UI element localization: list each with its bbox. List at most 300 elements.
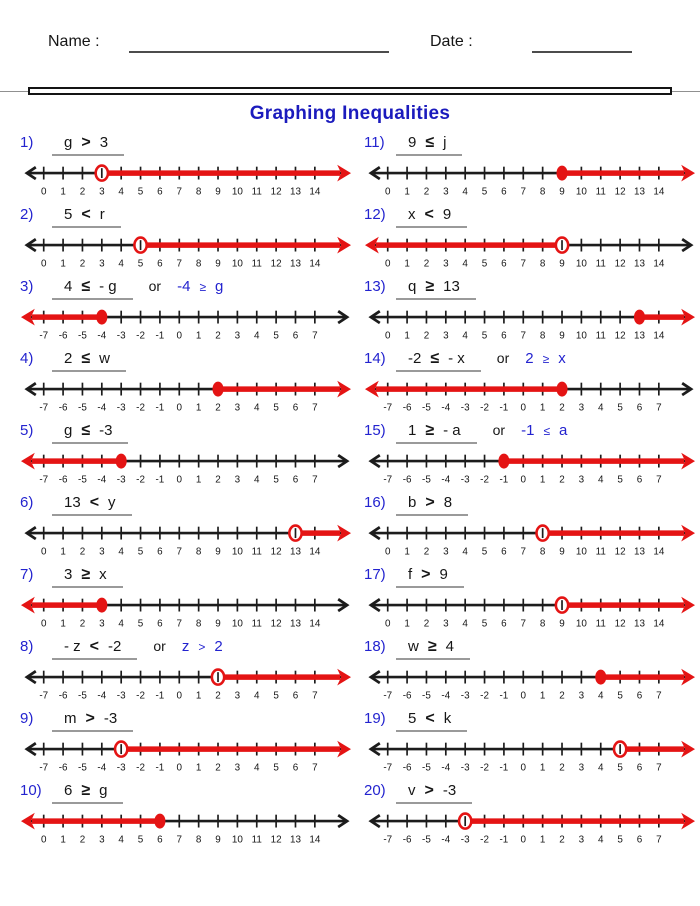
expression-rhs: r (99, 206, 105, 223)
tick-label: 3 (443, 186, 449, 198)
tick-label: 9 (215, 546, 221, 558)
tick-label: -6 (58, 690, 68, 702)
expression-lhs: x (408, 206, 416, 223)
tick-label: 5 (617, 402, 623, 414)
tick-label: -7 (39, 402, 49, 414)
tick-label: 14 (309, 618, 321, 630)
tick-label: 0 (520, 402, 527, 414)
inequality-expression (396, 206, 467, 228)
tick-label: 1 (195, 762, 202, 774)
tick-label: -7 (39, 330, 49, 342)
tick-label: 14 (653, 258, 665, 270)
number-line-graph (364, 374, 696, 420)
tick-label: 2 (423, 258, 430, 270)
tick-label: -7 (383, 762, 393, 774)
tick-label: 3 (443, 546, 449, 558)
expression-lhs: - z (64, 638, 81, 655)
tick-label: 14 (309, 834, 321, 846)
closed-point-marker (96, 598, 107, 613)
tick-label: 11 (251, 618, 262, 630)
number-line-graph (20, 518, 352, 564)
tick-label: 8 (195, 258, 202, 270)
tick-label: 1 (539, 402, 546, 414)
tick-label: 9 (559, 618, 565, 630)
tick-label: -1 (499, 402, 509, 414)
name-blank-line (129, 33, 389, 53)
tick-label: 14 (309, 258, 321, 270)
tick-label: -1 (155, 762, 165, 774)
problem-number: 8) (20, 638, 34, 655)
tick-label: -5 (78, 690, 87, 702)
problem-header (364, 494, 698, 517)
tick-label: -4 (97, 762, 107, 774)
tick-label: 10 (575, 330, 587, 342)
tick-label: 4 (597, 762, 604, 774)
problem (20, 206, 354, 278)
inequality-expression (396, 638, 470, 660)
tick-label: 1 (404, 546, 410, 558)
tick-label: 5 (481, 618, 488, 630)
tick-label: 12 (270, 258, 282, 270)
tick-label: 4 (597, 402, 604, 414)
tick-label: 2 (215, 762, 221, 774)
alt-lhs: -1 (521, 422, 535, 439)
tick-label: 11 (595, 186, 606, 198)
tick-label: 5 (481, 258, 488, 270)
tick-label: 13 (289, 546, 301, 558)
expression-rhs: -3 (99, 422, 113, 439)
tick-label: -3 (460, 690, 470, 702)
expression-lhs: 5 (64, 206, 73, 223)
tick-label: 0 (40, 618, 47, 630)
tick-label: 5 (137, 186, 144, 198)
tick-label: 2 (215, 402, 221, 414)
tick-label: 1 (195, 690, 202, 702)
tick-label: 0 (384, 546, 391, 558)
tick-label: 0 (520, 762, 527, 774)
tick-label: 8 (195, 186, 202, 198)
tick-label: 3 (99, 258, 105, 270)
tick-label: 4 (462, 258, 468, 270)
problem-number: 6) (20, 494, 34, 511)
tick-label: -6 (402, 690, 412, 702)
problem-number: 7) (20, 566, 34, 583)
tick-label: 6 (292, 690, 299, 702)
tick-label: 6 (292, 330, 299, 342)
date-blank-line (532, 33, 632, 53)
problem-header (20, 494, 354, 517)
tick-label: -6 (402, 762, 412, 774)
tick-label: 7 (312, 762, 318, 774)
tick-label: 2 (423, 618, 430, 630)
problem-header (364, 422, 698, 445)
tick-label: -3 (116, 762, 126, 774)
problem-number: 16) (364, 494, 386, 511)
tick-label: 3 (578, 762, 585, 774)
tick-label: 11 (251, 186, 262, 198)
tick-label: 7 (312, 402, 318, 414)
tick-label: -7 (39, 690, 49, 702)
tick-label: 2 (215, 474, 221, 486)
expression-rhs: w (99, 350, 110, 367)
tick-label: -4 (97, 690, 107, 702)
problem-header (20, 566, 354, 589)
tick-label: 5 (137, 258, 144, 270)
tick-label: 6 (157, 258, 163, 270)
tick-label: -7 (383, 402, 393, 414)
problem-number: 15) (364, 422, 386, 439)
tick-label: 11 (251, 834, 262, 846)
tick-label: 8 (539, 330, 546, 342)
tick-label: 13 (633, 618, 645, 630)
tick-label: -5 (78, 474, 87, 486)
number-line-graph (364, 734, 696, 780)
problem-header (20, 350, 354, 373)
problem-number: 13) (364, 278, 386, 295)
expression-lhs: g (64, 134, 73, 151)
problem (20, 350, 354, 422)
tick-label: -3 (116, 402, 126, 414)
problem-header (364, 134, 698, 157)
alternate-expression (525, 350, 565, 367)
inequality-operator: > (425, 494, 435, 511)
tick-label: 7 (176, 186, 183, 198)
problem (364, 350, 698, 422)
inequality-operator: ≤ (81, 422, 91, 439)
or-label: or (148, 278, 162, 294)
tick-label: 0 (176, 690, 183, 702)
problem-number: 17) (364, 566, 386, 583)
tick-label: 12 (614, 546, 626, 558)
tick-label: 1 (60, 834, 66, 846)
alt-operator: ≤ (543, 424, 551, 438)
tick-label: -2 (480, 762, 489, 774)
inequality-operator: ≥ (425, 278, 435, 295)
tick-label: 7 (312, 330, 318, 342)
tick-label: 7 (176, 834, 183, 846)
closed-point-marker (556, 166, 567, 181)
inequality-expression (52, 422, 128, 444)
tick-label: 13 (289, 186, 301, 198)
expression-rhs: y (108, 494, 116, 511)
tick-label: 6 (292, 474, 299, 486)
tick-label: 8 (195, 546, 202, 558)
problem (20, 566, 354, 638)
inequality-operator: > (421, 566, 431, 583)
tick-label: -6 (402, 474, 412, 486)
expression-rhs: -2 (108, 638, 122, 655)
expression-rhs: g (99, 782, 108, 799)
tick-label: 1 (539, 834, 546, 846)
tick-label: 0 (520, 474, 527, 486)
tick-label: 8 (539, 618, 546, 630)
tick-label: -5 (422, 690, 431, 702)
expression-rhs: 4 (445, 638, 454, 655)
tick-label: 6 (501, 186, 507, 198)
tick-label: 3 (234, 330, 241, 342)
inequality-expression (396, 350, 481, 372)
inequality-operator: < (424, 206, 434, 223)
tick-label: 12 (614, 258, 626, 270)
tick-label: 12 (270, 546, 282, 558)
tick-label: 7 (312, 690, 318, 702)
problem-number: 12) (364, 206, 386, 223)
tick-label: -4 (441, 834, 451, 846)
problem-number: 18) (364, 638, 386, 655)
inequality-expression (396, 134, 462, 156)
problem (364, 638, 698, 710)
tick-label: -1 (499, 690, 509, 702)
tick-label: 13 (633, 546, 645, 558)
tick-label: 0 (520, 834, 527, 846)
closed-point-marker (116, 454, 127, 469)
alt-lhs: z (181, 638, 190, 655)
tick-label: 10 (231, 546, 243, 558)
tick-label: -3 (460, 402, 470, 414)
tick-label: 2 (559, 474, 565, 486)
tick-label: -2 (136, 762, 145, 774)
number-line-graph (364, 158, 696, 204)
tick-label: 6 (501, 258, 507, 270)
tick-label: 5 (617, 834, 623, 846)
tick-label: 7 (656, 690, 662, 702)
tick-label: 8 (195, 618, 202, 630)
alt-operator: ≥ (199, 280, 207, 294)
alt-lhs: 2 (525, 350, 534, 367)
tick-label: 2 (423, 330, 430, 342)
problem-header (364, 566, 698, 589)
tick-label: -1 (155, 474, 165, 486)
inequality-expression (396, 494, 468, 516)
tick-label: 0 (384, 258, 391, 270)
problem (20, 494, 354, 566)
tick-label: 4 (118, 186, 124, 198)
inequality-operator: < (89, 494, 100, 511)
tick-label: -7 (383, 690, 393, 702)
alt-rhs: 2 (214, 638, 223, 655)
expression-lhs: 6 (64, 782, 73, 799)
tick-label: -7 (39, 762, 49, 774)
tick-label: 1 (404, 618, 410, 630)
closed-point-marker (96, 310, 107, 325)
problem-header (364, 350, 698, 373)
tick-label: 5 (481, 330, 488, 342)
problem-number: 10) (20, 782, 42, 799)
tick-label: 0 (40, 258, 47, 270)
problem (364, 710, 698, 782)
closed-point-marker (634, 310, 645, 325)
problem (20, 422, 354, 494)
tick-label: 3 (578, 402, 585, 414)
tick-label: 11 (595, 330, 606, 342)
tick-label: 5 (481, 186, 488, 198)
expression-rhs: - x (448, 350, 465, 367)
tick-label: 5 (273, 762, 279, 774)
tick-label: 3 (99, 186, 105, 198)
expression-rhs: 9 (442, 206, 452, 223)
tick-label: 2 (215, 690, 221, 702)
tick-label: 13 (289, 618, 301, 630)
expression-lhs: 9 (408, 134, 417, 151)
tick-label: -2 (480, 690, 489, 702)
tick-label: -1 (499, 474, 509, 486)
problem (364, 278, 698, 350)
tick-label: 6 (501, 618, 507, 630)
tick-label: 12 (614, 330, 626, 342)
tick-label: -4 (441, 474, 451, 486)
tick-label: 8 (539, 186, 546, 198)
tick-label: -4 (97, 402, 107, 414)
problem (20, 134, 354, 206)
tick-label: 1 (60, 258, 66, 270)
tick-label: -3 (460, 474, 470, 486)
tick-label: 7 (520, 186, 527, 198)
problem (364, 566, 698, 638)
number-line-graph (364, 806, 696, 852)
inequality-expression (396, 782, 472, 804)
number-line-graph (364, 590, 696, 636)
tick-label: 7 (656, 834, 662, 846)
tick-label: 3 (234, 474, 241, 486)
inequality-expression (52, 206, 121, 228)
tick-label: 4 (118, 618, 124, 630)
tick-label: 3 (578, 834, 585, 846)
alternate-form (153, 638, 222, 655)
tick-label: 2 (423, 546, 430, 558)
tick-label: 1 (539, 762, 546, 774)
tick-label: 9 (215, 834, 221, 846)
problem (20, 638, 354, 710)
tick-label: 10 (575, 618, 587, 630)
tick-label: 14 (309, 546, 321, 558)
expression-lhs: w (408, 638, 419, 655)
inequality-operator: ≤ (430, 350, 440, 367)
inequality-expression (52, 350, 126, 372)
tick-label: 7 (176, 546, 183, 558)
tick-label: -4 (97, 330, 107, 342)
tick-label: -2 (136, 330, 145, 342)
tick-label: 14 (309, 186, 321, 198)
tick-label: 11 (595, 618, 606, 630)
problem-header (20, 206, 354, 229)
tick-label: 5 (273, 690, 279, 702)
tick-label: 3 (234, 762, 241, 774)
expression-lhs: f (408, 566, 413, 583)
inequality-expression (52, 638, 137, 660)
expression-lhs: 1 (408, 422, 417, 439)
tick-label: 6 (157, 618, 163, 630)
problem-number: 2) (20, 206, 34, 223)
problem-header (20, 782, 354, 805)
problem-number: 3) (20, 278, 34, 295)
tick-label: 5 (617, 474, 623, 486)
or-label: or (153, 638, 166, 654)
tick-label: 1 (60, 546, 66, 558)
tick-label: 8 (539, 546, 546, 558)
tick-label: -5 (422, 834, 431, 846)
tick-label: -5 (422, 474, 431, 486)
inequality-operator: ≥ (81, 566, 91, 583)
expression-rhs: 3 (99, 134, 109, 151)
inequality-operator: ≥ (425, 422, 435, 439)
tick-label: 9 (559, 186, 565, 198)
inequality-expression (52, 782, 123, 804)
tick-label: 3 (578, 474, 585, 486)
inequality-expression (396, 422, 477, 444)
problem-header (20, 278, 354, 301)
tick-label: 2 (79, 186, 86, 198)
tick-label: 7 (520, 258, 527, 270)
expression-lhs: 3 (64, 566, 73, 583)
tick-label: 4 (253, 474, 260, 486)
tick-label: -3 (460, 834, 470, 846)
problem-header (20, 134, 354, 157)
tick-label: 6 (636, 834, 643, 846)
tick-label: 0 (384, 330, 391, 342)
tick-label: 0 (40, 546, 47, 558)
alt-operator: > (198, 640, 206, 654)
tick-label: 2 (423, 186, 430, 198)
tick-label: 4 (253, 402, 260, 414)
inequality-expression (396, 710, 467, 732)
tick-label: 2 (559, 402, 565, 414)
tick-label: 5 (273, 330, 279, 342)
tick-label: -4 (441, 762, 451, 774)
tick-label: 12 (270, 834, 282, 846)
tick-label: 12 (270, 186, 282, 198)
tick-label: 1 (195, 474, 202, 486)
tick-label: 4 (118, 834, 124, 846)
problem (20, 710, 354, 782)
problem-header (20, 422, 354, 445)
tick-label: -7 (39, 474, 49, 486)
problem-number: 20) (364, 782, 386, 799)
tick-label: 4 (597, 690, 604, 702)
tick-label: 10 (575, 258, 587, 270)
inequality-operator: > (81, 134, 91, 151)
tick-label: -6 (58, 474, 68, 486)
tick-label: -2 (480, 834, 489, 846)
tick-label: -5 (422, 762, 431, 774)
tick-label: 7 (520, 330, 527, 342)
tick-label: 10 (231, 618, 243, 630)
number-line-graph (20, 806, 352, 852)
problem (364, 782, 698, 854)
problem-number: 14) (364, 350, 386, 367)
inequality-operator: > (85, 710, 95, 727)
problem-number: 9) (20, 710, 34, 727)
tick-label: 0 (384, 186, 391, 198)
inequality-operator: ≥ (81, 782, 91, 799)
number-line-graph (20, 374, 352, 420)
tick-label: 3 (578, 690, 585, 702)
tick-label: 9 (559, 546, 565, 558)
problem-header (364, 638, 698, 661)
number-line-graph (364, 230, 696, 276)
inequality-operator: < (89, 638, 100, 655)
tick-label: 14 (653, 186, 665, 198)
tick-label: 0 (176, 402, 183, 414)
tick-label: 3 (443, 618, 449, 630)
tick-label: 12 (614, 186, 626, 198)
tick-label: -5 (78, 762, 87, 774)
problem-header (20, 638, 354, 661)
tick-label: -1 (155, 690, 165, 702)
expression-lhs: v (408, 782, 416, 799)
inequality-operator: < (425, 710, 435, 727)
tick-label: -6 (402, 402, 412, 414)
or-label: or (492, 422, 506, 438)
